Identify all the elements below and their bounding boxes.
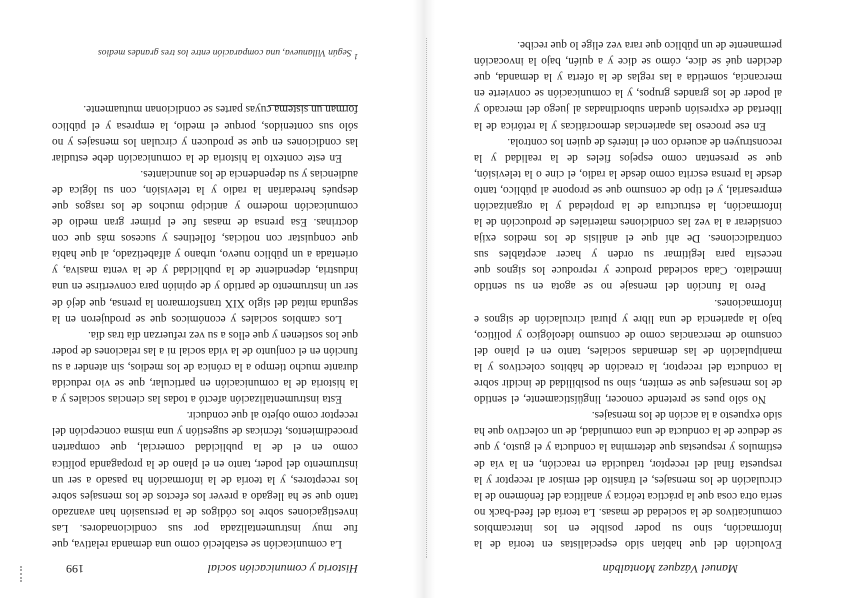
running-head: Manuel Vázquez Montalbán [602,562,738,576]
footnote-marker: 1 [354,52,358,62]
left-page [424,0,848,598]
footnote-text: Según Villanueva, una comparación entre los tres grandes medios [98,47,352,58]
page-number: 199 [66,562,84,576]
paragraph: En ese proceso las apariencias democráticas y la retórica de la libertad de expresión quedan subordinadas al juego del mercado y al poder de los grandes grupos, y la comunicación se convierte en mercancía, sometida a las reglas de la oferta y la demanda, que deciden qué se dice, cómo se dice y a quién, bajo la invocación permanente de un público que rara vez elige lo que recibe. [474,39,782,132]
body-text [474,39,782,552]
paragraph: La comunicación se estableció como una demanda relativa, que fue muy instrumentalizada por sus condicionadores. Las investigaciones sobre los códigos de la persuasión han avanzado tanto que se ha llegado a prever los efectos de los mensajes sobre los receptores, y la teoría de la información ha pasado a ser un instrumento del poder, tanto en el plano de la propaganda política como en el de la publicidad comercial, que comparten procedimientos, técnicas de sugestión y una misma concepción del receptor como objeto al que conducir. [52,409,358,550]
footnote-rule [268,105,358,106]
paragraph: Esta instrumentalización afectó a todas las ciencias sociales y a la historia de la comunicación en particular, que se vio reducida durante mucho tiempo a la crónica de los medios, sin atender a su función en el conjunto de la vida social ni a las relaciones de poder que los sostienen y que ellos a su vez refuerzan día tras día. [52,328,358,406]
paragraph: No sólo pues se pretende conocer, lingüísticamente, el sentido de los mensajes que se emiten, sino su posibilidad de incidir sobre la conducta del receptor, la creación de hábitos colectivos y la manipulación de las demandas sociales, tanto en el plano del consumo de mercancías como de consumo ideológico y político, bajo la apariencia de una libre y plural circulación de signos e informaciones. [474,296,782,406]
gutter-crease [418,38,427,558]
footnote [52,46,358,62]
running-head: Historia y comunicación social [207,562,358,576]
paragraph: En este contexto la historia de la comunicación debe estudiar las condiciones en que se producen y circulan los mensajes y no sólo sus contenidos, porque el medio, la empresa y el público forman un sistema cuyas partes se condicionan mutuamente. [52,103,358,164]
paragraph: Los cambios sociales y económicos que se produjeron en la segunda mitad del siglo XIX transformaron la prensa, que dejó de ser un instrumento de partido y de opinión para convertirse en una industria, dependiente de la publicidad y de la venta masiva, y orientada a un público nuevo, urbano y alfabetizado, al que había que conquistar con noticias, folletines y sucesos más que con doctrinas. Esa prensa de masas fue el primer gran medio de comunicación moderno y anticipó muchos de los rasgos que después heredarían la radio y la televisión, con su lógica de audiencias y su dependencia de los anunciantes. [52,167,358,325]
paragraph: Evolución del que habían sido especialistas en teoría de la información, sino su poder posible en los intercambios comunicativos de la sociedad de masas. La teoría del feed-back no sería otra cosa que la práctica teórica y analítica del fenómeno de la circulación de los mensajes, el tránsito del emisor al receptor y la respuesta final del receptor, traducida en reacción, en la vía de estímulos y respuestas que determina la conducta y el gusto, y que se deduce de la conducta de una comunidad, de un colectivo que ha sido expuesto a la acción de los mensajes. [474,409,782,550]
body-text [52,103,358,552]
paragraph: Pero la función del mensaje no se agota en su sentido inmediato. Cada sociedad produce y reproduce los signos que necesita para legitimar su orden y hacer aceptables sus contradicciones. De ahí que el análisis de los medios exija considerar a la vez las condiciones materiales de producción de la información, la estructura de la propiedad y la organización empresarial, y el tipo de consumo que se propone al público, tanto desde la prensa escrita como desde la radio, el cine o la televisión, que se presentan como espejos fieles de la realidad y la reconstruyen de acuerdo con el interés de quien los controla. [474,135,782,293]
margin-mark [14,566,22,582]
